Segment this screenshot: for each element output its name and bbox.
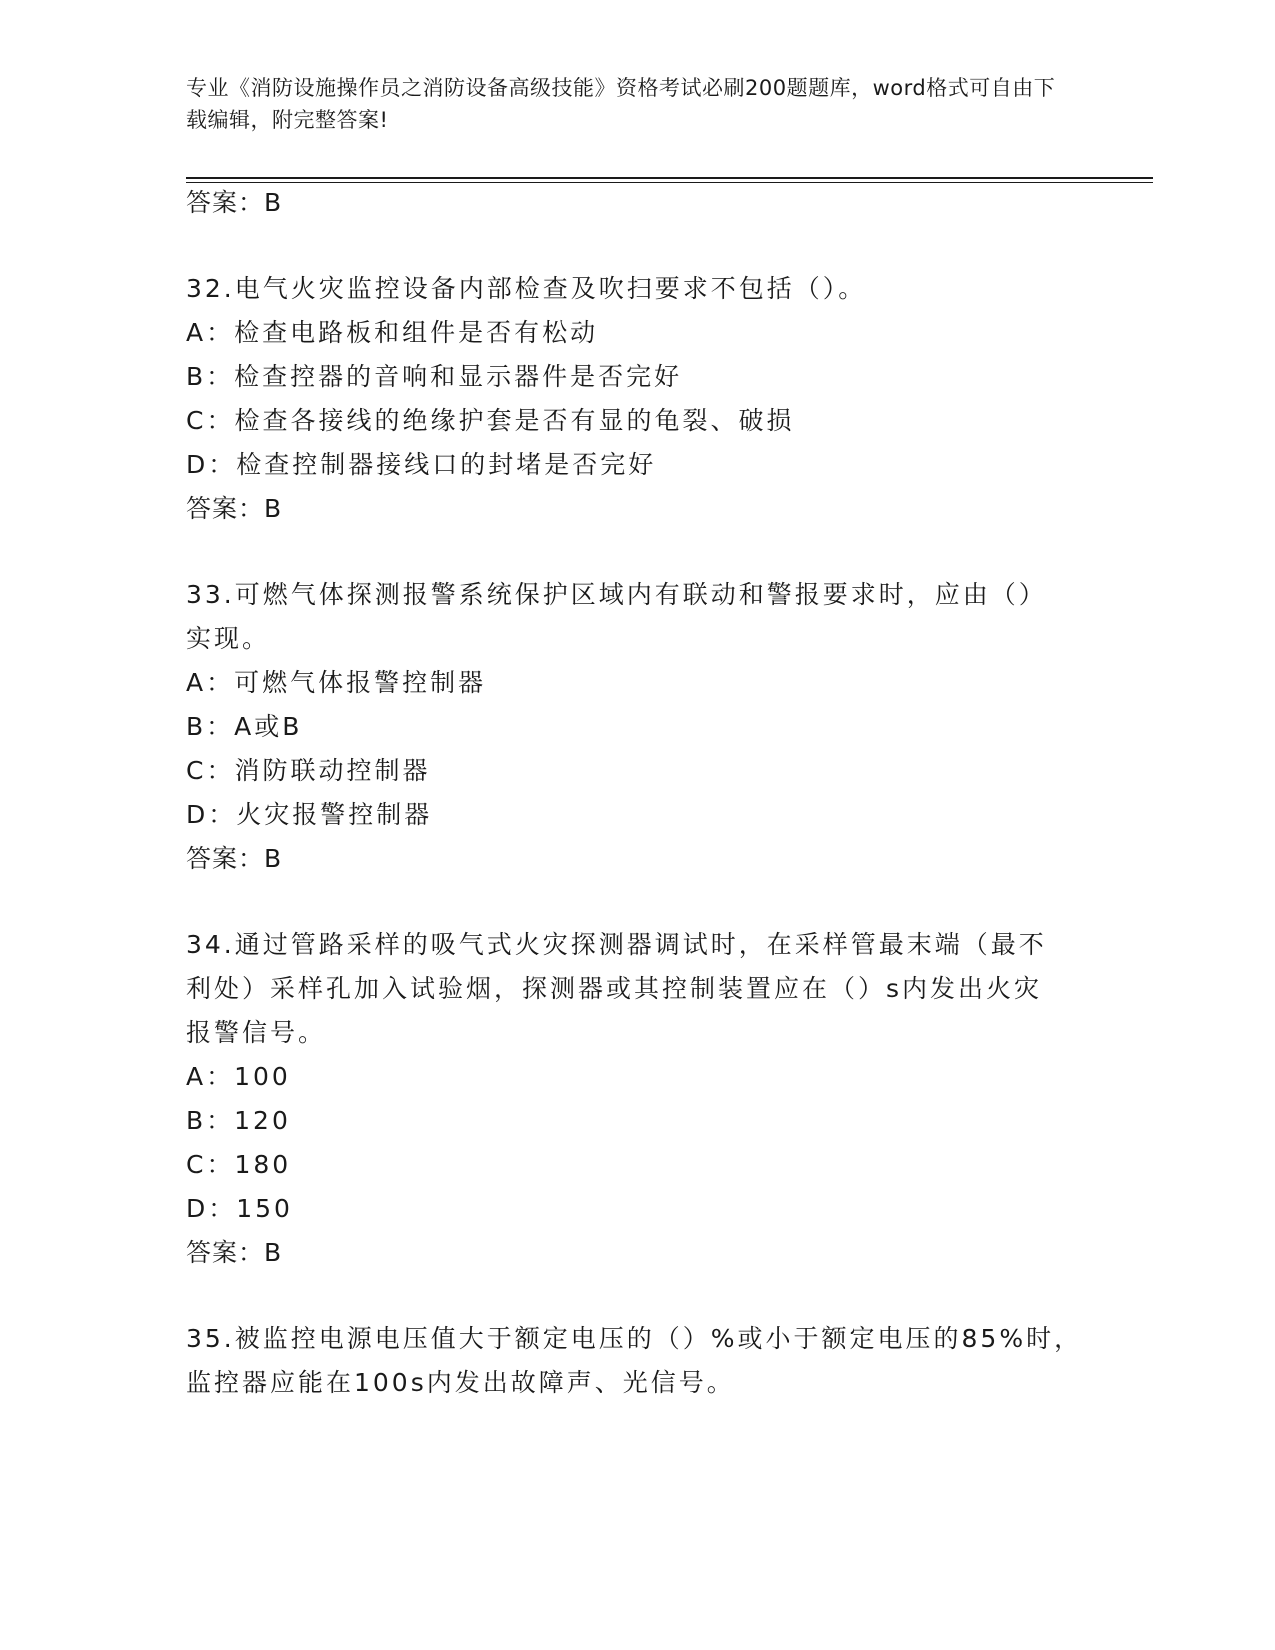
question-34-option-c: C：180 [186, 1150, 292, 1179]
question-34-stem-line-1: 34.通过管路采样的吸气式火灾探测器调试时，在采样管最末端（最不 [186, 930, 1047, 959]
question-33-answer: 答案：B [186, 844, 283, 873]
question-35-stem-line-1: 35.被监控电源电压值大于额定电压的（）%或小于额定电压的85%时， [186, 1324, 1083, 1353]
question-33-stem-line-1: 33.可燃气体探测报警系统保护区域内有联动和警报要求时，应由（） [186, 580, 1047, 609]
question-33-stem-line-2: 实现。 [186, 624, 271, 653]
document-intro: 专业《消防设施操作员之消防设备高级技能》资格考试必刷200题题库，word格式可自由下载编辑，附完整答案! [186, 76, 1056, 132]
question-32-option-b: B：检查控器的音响和显示器件是否完好 [186, 362, 683, 391]
question-32-stem: 32.电气火灾监控设备内部检查及吹扫要求不包括（）。 [186, 274, 867, 303]
question-34-option-a: A：100 [186, 1062, 291, 1091]
question-32-option-d: D：检查控制器接线口的封堵是否完好 [186, 450, 657, 479]
question-33-option-b: B：A或B [186, 712, 303, 741]
question-32-option-a: A：检查电路板和组件是否有松动 [186, 318, 599, 347]
question-34-stem-line-2: 利处）采样孔加入试验烟，探测器或其控制装置应在（）s内发出火灾 [186, 974, 1043, 1003]
previous-answer: 答案：B [186, 188, 283, 217]
question-34-answer: 答案：B [186, 1238, 283, 1267]
question-34-option-d: D：150 [186, 1194, 293, 1223]
question-34-option-b: B：120 [186, 1106, 291, 1135]
question-33-option-a: A：可燃气体报警控制器 [186, 668, 487, 697]
question-35-stem-line-2: 监控器应能在100s内发出故障声、光信号。 [186, 1368, 735, 1397]
question-34-stem-line-3: 报警信号。 [186, 1018, 327, 1047]
question-33-option-d: D：火灾报警控制器 [186, 800, 433, 829]
question-33-option-c: C：消防联动控制器 [186, 756, 431, 785]
question-32-option-c: C：检查各接线的绝缘护套是否有显的龟裂、破损 [186, 406, 795, 435]
question-32-answer: 答案：B [186, 494, 283, 523]
header-divider-thin [186, 182, 1153, 183]
header-divider-thick [186, 177, 1153, 179]
